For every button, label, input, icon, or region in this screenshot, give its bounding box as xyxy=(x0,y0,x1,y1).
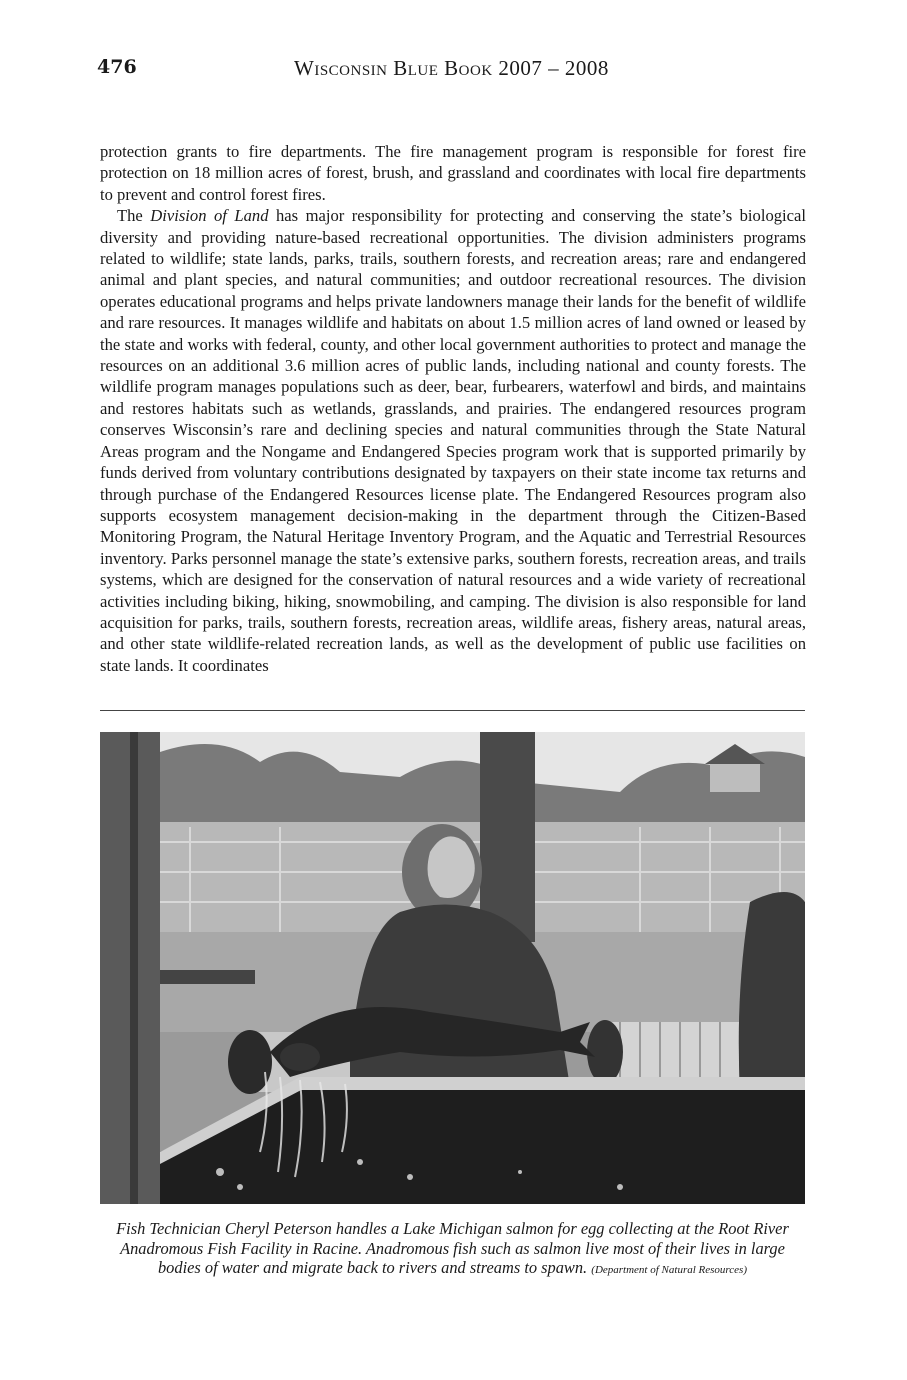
photo-illustration xyxy=(100,732,805,1204)
division-of-land-emphasis: Division of Land xyxy=(150,206,269,226)
paragraph-1: protection grants to fire departments. The fire management program is responsible for forest fire protection on 18 million acres of forest, brush, and grassland and coordinates with local fire departments to prevent and control forest fires. xyxy=(100,142,806,204)
figure-caption xyxy=(100,1219,805,1281)
caption-text: Fish Technician Cheryl Peterson handles a Lake Michigan salmon for egg collecting at the Root River Anadromous Fish Facility in Racine. Anadromous fish such as salmon live most of their lives in large bodies of water and migrate back to rivers and streams to spawn. xyxy=(116,1219,789,1277)
body-text xyxy=(100,141,806,676)
caption-credit: (Department of Natural Resources) xyxy=(591,1264,747,1276)
page-number: 476 xyxy=(97,56,137,78)
paragraph-2-prefix: The xyxy=(117,206,151,226)
paragraph-2-text: has major responsibility for protecting and conserving the state’s biological diversity and providing nature-based recreational opportunities. The division administers programs related to wildlife; state lands, parks, trails, southern forests, and recreation areas; rare and endangered animal and plant species, and natural communities; and outdoor recreational resources. The division operates educational programs and helps private landowners manage their lands for the benefit of wildlife and rare resources. It manages wildlife and habitats on about 1.5 million acres of land owned or leased by the state and works with federal, county, and other local government authorities to protect and manage the resources on an additional 3.6 million acres of public lands, including national and county forests. The wildlife program manages populations such as deer, bear, furbearers, waterfowl and birds, and maintains and restores habitats such as wetlands, grasslands, and prairies. The endangered resources program conserves Wisconsin’s rare and declining species and natural communities through the State Natural Areas program and the Nongame and Endangered Species program work that is supported primarily by funds derived from voluntary contributions designated by taxpayers on their state income tax returns and through purchase of the Endangered Resources license plate. The Endangered Resources program also supports ecosystem management decision-making in the department through the Citizen-Based Monitoring Program, the Natural Heritage Inventory Program, and the Aquatic and Terrestrial Resources inventory. Parks personnel manage the state’s extensive parks, southern forests, recreation areas, and trails systems, which are designed for the conservation of natural resources and a wide variety of recreational activities including biking, hiking, snowmobiling, and camping. The division is also responsible for land acquisition for parks, trails, southern forests, recreation areas, wildlife areas, fishery areas, natural areas, and other state wildlife-related recreation lands, as well as the development of public use facilities on state lands. It coordinates xyxy=(100,206,806,675)
running-head: Wisconsin Blue Book 2007 – 2008 xyxy=(294,56,609,80)
photo xyxy=(100,732,805,1204)
section-rule xyxy=(100,710,805,711)
paragraph-2 xyxy=(100,205,806,676)
